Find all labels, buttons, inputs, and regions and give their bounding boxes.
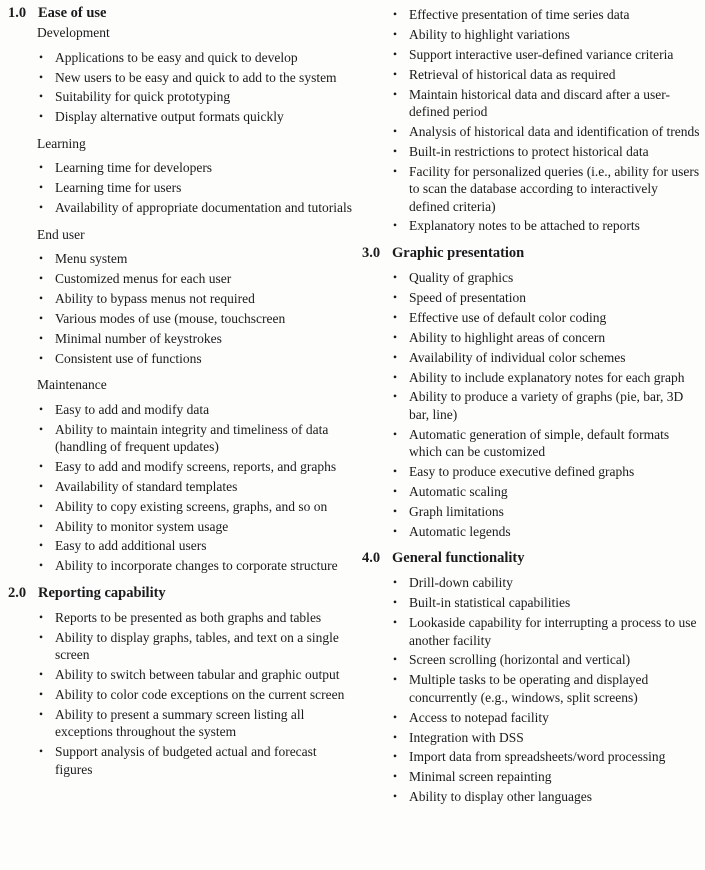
bullet-icon: • [393,428,398,441]
bullet-list [39,609,357,778]
bullet-icon: • [39,746,44,759]
list-item [39,666,357,683]
list-item [39,108,357,125]
list-item-text: Lookaside capability for interrupting a process to use another facility [409,615,697,648]
bullet-icon: • [393,48,398,61]
list-item-text: Ability to present a summary screen listing all exceptions throughout the system [55,706,305,740]
bullet-icon: • [39,292,44,305]
list-item-text: Applications to be easy and quick to develop [55,49,298,65]
list-item-text: Ability to include explanatory notes for each graph [409,369,685,385]
list-item-text: Ability to maintain integrity and timeliness of data (handling of frequent updates) [55,421,329,454]
bullet-icon: • [39,520,44,533]
list-item-text: Consistent use of functions [55,350,202,366]
bullet-icon: • [39,540,44,553]
list-item [393,86,703,121]
list-item-text: Integration with DSS [409,729,524,745]
list-item [39,498,357,515]
list-item-text: Effective presentation of time series data [409,7,630,22]
list-item [393,651,703,668]
list-item-text: Explanatory notes to be attached to reports [409,218,640,234]
bullet-icon: • [393,272,398,284]
list-item [393,709,703,726]
list-item-text: Multiple tasks to be operating and displayed concurrently (e.g., windows, split screens) [409,672,649,705]
bullet-icon: • [39,403,44,416]
bullet-icon: • [393,371,398,384]
list-item [393,217,703,234]
list-item-text: Quality of graphics [409,270,514,285]
bullet-icon: • [393,791,398,804]
group-subheading: Learning [37,135,86,151]
bullet-icon: • [39,669,44,682]
section-header [8,584,357,602]
list-item [39,310,357,327]
section-2.0 [8,584,357,778]
list-item-text: Automatic generation of simple, default formats which can be customized [409,426,670,460]
list-item-text: Ability to display other languages [409,789,592,805]
bullet-icon: • [39,332,44,345]
bullet-icon: • [39,460,44,473]
list-item-text: Learning time for users [55,180,182,196]
list-item-text: Availability of standard templates [55,478,238,494]
list-item [39,270,357,287]
list-item [393,574,703,591]
bullet-icon: • [39,500,44,513]
bullet-icon: • [393,485,398,498]
list-item [39,330,357,347]
group-subheading: Development [37,25,110,41]
bullet-icon: • [39,631,44,644]
section-title: Ease of use [38,5,107,21]
item-group [362,6,703,235]
list-item [39,350,357,367]
section-title: Graphic presentation [392,244,525,261]
bullet-icon: • [39,91,44,104]
list-item-text: Automatic scaling [409,483,508,499]
list-item-text: Analysis of historical data and identification of trends [409,123,700,139]
list-item-text: Retrieval of historical data as required [409,66,616,82]
section-number: 2.0 [8,584,27,601]
list-item-text: Access to notepad facility [409,709,549,725]
list-item [39,557,357,574]
section-header [8,4,357,22]
bullet-icon: • [39,708,44,721]
bullet-icon: • [39,352,44,365]
list-item [393,309,703,326]
bullet-icon: • [39,51,44,64]
bullet-icon: • [393,577,398,590]
list-item-text: Availability of individual color schemes [409,349,626,365]
bullet-list [39,159,357,216]
list-item [39,706,357,741]
item-group [8,609,357,778]
list-item [39,743,357,778]
left-column [8,4,357,870]
list-item-text: Ability to bypass menus not required [55,290,255,306]
list-item [39,518,357,535]
list-item-text: Built-in statistical capabilities [409,595,571,611]
item-group [8,24,357,126]
list-item-text: Ability to produce a variety of graphs (pie, bar, 3D bar, line) [409,389,684,422]
group-subheading: End user [37,226,85,242]
bullet-list [39,49,357,126]
list-item [393,463,703,480]
bullet-icon: • [393,291,398,304]
list-item [393,483,703,500]
list-item [393,349,703,366]
list-item-text: Maintain historical data and discard after a user-defined period [409,86,670,120]
bullet-icon: • [393,28,398,41]
bullet-list [393,6,703,235]
bullet-icon: • [393,674,398,687]
list-item [393,269,703,286]
list-item-text: Availability of appropriate documentation and tutorials [55,200,353,216]
list-item-text: Screen scrolling (horizontal and vertical) [409,652,631,668]
list-item [39,69,357,86]
list-item-text: Support interactive user-defined variance criteria [409,46,674,62]
list-item [39,250,357,267]
bullet-icon: • [393,220,398,233]
section-title: Reporting capability [38,584,166,601]
list-item-text: Facility for personalized queries (i.e., ability for users to scan the database according to interactively defined criteria) [409,163,700,214]
bullet-icon: • [393,505,398,518]
section-4.0 [362,549,703,806]
list-item-text: Ability to highlight variations [409,26,570,42]
bullet-icon: • [39,182,44,195]
list-item-text: Effective use of default color coding [409,309,607,325]
list-item-text: Ability to highlight areas of concern [409,329,606,345]
bullet-icon: • [393,751,398,764]
bullet-icon: • [39,273,44,286]
list-item [393,369,703,386]
list-item [39,290,357,307]
list-item-text: Drill-down cability [409,575,513,591]
bullet-icon: • [393,525,398,538]
bullet-icon: • [393,165,398,178]
bullet-icon: • [393,466,398,479]
section-number: 1.0 [8,5,27,21]
bullet-icon: • [39,71,44,84]
bullet-list [39,250,357,367]
item-group [8,226,357,367]
list-item [393,671,703,706]
bullet-icon: • [393,731,398,744]
list-item-text: Various modes of use (mouse, touchscreen [55,310,286,326]
list-item-text: Reports to be presented as both graphs and tables [55,609,322,625]
list-item [393,6,703,23]
bullet-icon: • [39,111,44,124]
list-item-text: Display alternative output formats quickly [55,109,284,125]
bullet-icon: • [393,331,398,344]
section-title: General functionality [392,550,525,567]
list-item [393,289,703,306]
bullet-icon: • [393,9,398,21]
list-item [39,478,357,495]
list-item-text: Easy to produce executive defined graphs [409,464,635,480]
bullet-list [393,574,703,805]
bullet-icon: • [393,617,398,630]
list-item [393,788,703,805]
list-item-text: Easy to add and modify data [55,401,210,417]
list-item-text: Graph limitations [409,503,504,519]
list-item-text: Minimal screen repainting [409,769,552,785]
list-item [393,614,703,649]
bullet-icon: • [39,312,44,325]
list-item [39,609,357,626]
bullet-list [393,269,703,540]
bullet-icon: • [39,689,44,701]
item-group [362,269,703,540]
list-item [39,49,357,66]
bullet-icon: • [393,654,398,667]
list-item [39,537,357,554]
bullet-icon: • [39,162,44,175]
bullet-icon: • [393,597,398,610]
list-item [393,388,703,423]
bullet-icon: • [393,711,398,724]
list-item [393,748,703,765]
section-header [362,244,703,262]
bullet-icon: • [39,611,44,624]
bullet-icon: • [393,771,398,784]
section-header [362,549,703,567]
section-continuation [362,6,703,235]
list-item-text: Minimal number of keystrokes [55,330,222,346]
bullet-icon: • [393,68,398,81]
list-item-text: Menu system [55,251,128,267]
list-item [39,458,357,475]
list-item-text: Speed of presentation [409,289,526,305]
list-item-text: New users to be easy and quick to add to the system [55,69,337,85]
section-number: 4.0 [362,550,381,567]
group-subheading: Maintenance [37,377,107,393]
list-item [39,686,357,703]
list-item [393,163,703,215]
list-item-text: Import data from spreadsheets/word processing [409,749,666,765]
bullet-icon: • [39,560,44,573]
bullet-icon: • [393,311,398,324]
bullet-icon: • [393,391,398,404]
list-item [39,629,357,664]
list-item [393,594,703,611]
list-item [393,123,703,140]
right-column [362,4,703,870]
list-item [393,426,703,461]
list-item [393,143,703,160]
list-item [393,46,703,63]
bullet-icon: • [393,88,398,101]
bullet-icon: • [39,202,44,215]
list-item-text: Support analysis of budgeted actual and forecast figures [55,744,317,777]
list-item [393,329,703,346]
list-item-text: Customized menus for each user [55,271,232,287]
bullet-icon: • [393,351,398,364]
list-item-text: Ability to switch between tabular and graphic output [55,667,340,683]
list-item-text: Easy to add additional users [55,538,207,554]
item-group [8,376,357,575]
item-group [362,574,703,805]
list-item-text: Suitability for quick prototyping [55,89,231,105]
list-item-text: Learning time for developers [55,160,213,176]
list-item-text: Ability to display graphs, tables, and text on a single screen [55,629,339,663]
list-item [39,421,357,456]
list-item [393,26,703,43]
section-1.0 [8,4,357,575]
list-item [393,503,703,520]
list-item [39,88,357,105]
section-number: 3.0 [362,244,381,261]
bullet-icon: • [393,145,398,158]
list-item [393,768,703,785]
list-item-text: Automatic legends [409,523,511,539]
bullet-icon: • [39,480,44,493]
list-item [39,199,357,216]
item-group [8,135,357,217]
list-item-text: Ability to incorporate changes to corporate structure [55,558,338,574]
list-item [393,729,703,746]
list-item [393,66,703,83]
list-item-text: Ability to monitor system usage [55,518,229,534]
bullet-icon: • [39,253,44,266]
bullet-icon: • [39,423,44,436]
list-item [393,523,703,540]
list-item [39,159,357,176]
list-item-text: Ability to copy existing screens, graphs, and so on [55,498,328,514]
list-item [39,401,357,418]
bullet-list [39,401,357,575]
list-item [39,179,357,196]
list-item-text: Easy to add and modify screens, reports, and graphs [55,458,337,474]
bullet-icon: • [393,125,398,138]
list-item-text: Ability to color code exceptions on the current screen [55,687,345,702]
section-3.0 [362,244,703,540]
list-item-text: Built-in restrictions to protect historical data [409,143,649,159]
